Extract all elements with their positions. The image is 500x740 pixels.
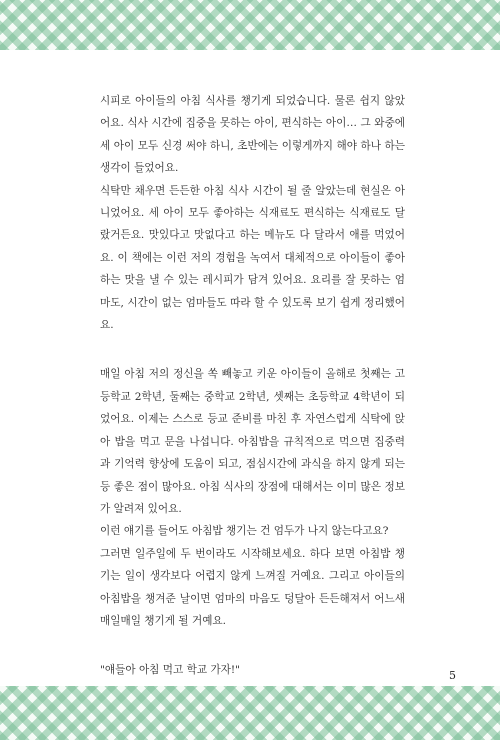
paragraph: 그러면 일주일에 두 번이라도 시작해보세요. 하다 보면 아침밥 챙기는 일이 생각보다 어렵지 않게 느껴질 거예요. 그리고 아이들의 아침밥을 챙겨준 날이면 엄마의 마음도 덩달아 든든해져서 어느새 매일매일 챙기게 될 거예요.: [100, 547, 405, 627]
body-text: [100, 90, 405, 704]
gingham-border-top: [0, 0, 500, 50]
paragraph-spacer: [100, 336, 405, 363]
paragraph: 이런 얘기를 들어도 아침밥 챙기는 건 엄두가 나지 않는다고요?: [100, 525, 389, 538]
gingham-border-bottom: [0, 686, 500, 740]
paragraph: 매일 아침 저의 정신을 쏙 빼놓고 키운 아이들이 올해로 첫째는 고등학교 2학년, 둘째는 중학교 2학년, 셋째는 초등학교 4학년이 되었어요. 이제는 스스로 등교 준비를 마친 후 자연스럽게 식탁에 앉아 밥을 먹고 문을 나섭니다. 아침밥을 규칙적으로 먹으면 집중력과 기억력 향상에 도움이 되고, 점심시간에 과식을 하지 않게 되는 등 좋은 점이 많아요. 아침 식사의 장점에 대해서는 이미 많은 정보가 알려져 있어요.: [100, 368, 405, 515]
paragraph: 식탁만 채우면 든든한 아침 식사 시간이 될 줄 알았는데 현실은 아니었어요. 세 아이 모두 좋아하는 식재료도 편식하는 식재료도 달랐거든요. 맛있다고 맛없다고 하는 메뉴도 다 달라서 애를 먹었어요. 이 책에는 이런 저의 경험을 녹여서 대체적으로 아이들이 좋아하는 맛을 낼 수 있는 레시피가 담겨 있어요. 요리를 잘 못하는 엄마도, 시간이 없는 엄마들도 따라 할 수 있도록 보기 쉽게 정리했어요.: [100, 184, 405, 332]
page-number: 5: [449, 669, 456, 682]
quote: "얘들아 아침 먹고 학교 가자!": [100, 664, 241, 677]
paragraph: 시피로 아이들의 아침 식사를 챙기게 되었습니다. 물론 쉽지 않았어요. 식사 시간에 집중을 못하는 아이, 편식하는 아이… 그 와중에 세 아이 모두 신경 써야 하니, 초반에는 이렇게까지 해야 하나 하는 생각이 들었어요.: [100, 95, 405, 175]
paragraph-spacer: [100, 632, 405, 659]
